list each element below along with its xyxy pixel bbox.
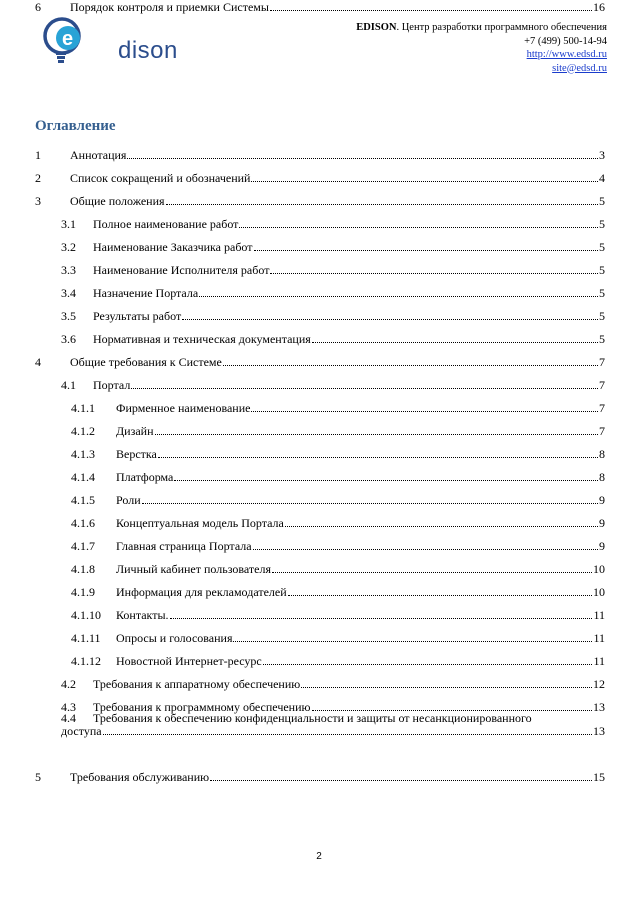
logo-letter: e xyxy=(62,28,74,50)
toc-entry-number: 4.1.11 xyxy=(71,631,101,645)
toc-leader-dots xyxy=(254,241,598,251)
toc-entry[interactable] xyxy=(61,217,605,232)
toc-entry[interactable] xyxy=(61,378,605,393)
toc-leader-dots xyxy=(233,632,592,642)
toc-entry-title: Требования к обеспечению конфиденциальности и защиты от несанкционированного xyxy=(93,711,532,725)
toc-entry-title: Назначение Портала xyxy=(93,286,199,300)
toc-entry-page: 10 xyxy=(593,562,605,576)
toc-entry-page: 7 xyxy=(599,401,605,415)
toc-entry-page: 9 xyxy=(599,493,605,507)
toc-entry[interactable] xyxy=(71,516,605,531)
toc-entry-number: 4.1.2 xyxy=(71,424,95,438)
toc-leader-dots xyxy=(251,402,598,412)
toc-entry-number: 3.3 xyxy=(61,263,76,277)
toc-leader-dots xyxy=(131,379,598,389)
toc-leader-dots xyxy=(127,149,598,159)
toc-leader-dots xyxy=(103,725,592,735)
toc-entry-number: 3.6 xyxy=(61,332,76,346)
toc-entry-number: 4.1 xyxy=(61,378,76,392)
toc-entry-title-cont: доступа xyxy=(61,724,102,738)
toc-leader-dots xyxy=(270,264,598,274)
toc-entry-page: 13 xyxy=(593,724,605,738)
toc-entry[interactable] xyxy=(71,654,605,669)
toc-entry[interactable] xyxy=(35,194,605,209)
toc-entry[interactable] xyxy=(35,770,605,785)
toc-entry[interactable] xyxy=(35,355,605,370)
toc-leader-dots xyxy=(312,701,593,711)
toc-entry-title: Список сокращений и обозначений xyxy=(70,171,251,185)
toc-entry[interactable] xyxy=(61,332,605,347)
toc-entry[interactable] xyxy=(71,493,605,508)
toc-entry-title: Требования к программному обеспечению xyxy=(93,700,311,714)
toc-leader-dots xyxy=(272,563,592,573)
toc-entry[interactable] xyxy=(71,470,605,485)
toc-entry-page: 15 xyxy=(593,770,605,784)
toc-entry[interactable] xyxy=(71,401,605,416)
toc-entry-number: 4.1.8 xyxy=(71,562,95,576)
toc-entry-page: 11 xyxy=(593,608,605,622)
toc-entry-page: 5 xyxy=(599,263,605,277)
toc-leader-dots xyxy=(155,425,598,435)
toc-entry-page: 11 xyxy=(593,654,605,668)
toc-entry-page: 4 xyxy=(599,171,605,185)
toc-entry-number: 3.5 xyxy=(61,309,76,323)
toc-entry-title: Дизайн xyxy=(116,424,154,438)
toc-entry-page: 5 xyxy=(599,240,605,254)
toc-entry-page: 5 xyxy=(599,217,605,231)
company-line xyxy=(356,21,607,35)
toc-entry-page: 11 xyxy=(593,631,605,645)
toc-entry-page: 12 xyxy=(593,677,605,691)
toc-entry-title: Наименование Заказчика работ xyxy=(93,240,253,254)
toc-leader-dots xyxy=(223,356,598,366)
toc-entry-number: 4.3 xyxy=(61,700,76,714)
toc-leader-dots xyxy=(166,195,598,205)
email-link[interactable]: site@edsd.ru xyxy=(552,62,607,74)
toc-entry-number: 3.2 xyxy=(61,240,76,254)
toc-title: Оглавление xyxy=(35,118,116,134)
logo-text: dison xyxy=(118,37,178,64)
toc-entry-number: 4 xyxy=(35,355,41,369)
toc-entry-page: 8 xyxy=(599,470,605,484)
toc-entry-number: 3.1 xyxy=(61,217,76,231)
toc-entry-title: Результаты работ xyxy=(93,309,182,323)
toc-entry-continuation[interactable] xyxy=(61,724,605,739)
toc-entry[interactable] xyxy=(61,263,605,278)
toc-leader-dots xyxy=(239,218,598,228)
toc-leader-dots xyxy=(210,771,592,781)
toc-entry-title: Верстка xyxy=(116,447,157,461)
toc-entry[interactable] xyxy=(71,539,605,554)
toc-entry-title: Общие положения xyxy=(70,194,165,208)
toc-entry-title: Главная страница Портала xyxy=(116,539,252,553)
toc-entry-number: 4.1.6 xyxy=(71,516,95,530)
toc-leader-dots xyxy=(253,540,598,550)
header-contacts xyxy=(356,21,607,75)
toc-entry-number: 1 xyxy=(35,148,41,162)
toc-entry-title: Портал xyxy=(93,378,131,392)
toc-entry[interactable] xyxy=(35,148,605,163)
toc-entry-title: Контакты. xyxy=(116,608,169,622)
toc-entry[interactable] xyxy=(71,562,605,577)
toc-entry-title: Фирменное наименование xyxy=(116,401,251,415)
toc-entry-page: 10 xyxy=(593,585,605,599)
toc-leader-dots xyxy=(270,1,592,11)
toc-entry-number: 4.4 xyxy=(61,711,76,725)
company-tagline: . Центр разработки программного обеспечения xyxy=(396,22,607,33)
toc-entry-page: 8 xyxy=(599,447,605,461)
toc-entry[interactable] xyxy=(71,424,605,439)
toc-entry-title: Концептуальная модель Портала xyxy=(116,516,284,530)
company-name: EDISON xyxy=(356,22,397,33)
toc-leader-dots xyxy=(199,287,598,297)
toc-entry[interactable] xyxy=(61,677,605,692)
page-number: 2 xyxy=(316,851,322,862)
toc-leader-dots xyxy=(285,517,598,527)
toc-leader-dots xyxy=(301,678,592,688)
toc-entry-number: 4.1.9 xyxy=(71,585,95,599)
toc-entry-title: Требования обслуживанию xyxy=(70,770,210,784)
toc-entry-title: Наименование Исполнителя работ xyxy=(93,263,270,277)
toc-entry-title: Порядок контроля и приемки Системы xyxy=(70,0,269,14)
toc-entry-number: 5 xyxy=(35,770,41,784)
toc-entry-number: 4.1.7 xyxy=(71,539,95,553)
toc-entry[interactable] xyxy=(61,309,605,324)
toc-leader-dots xyxy=(182,310,598,320)
toc-leader-dots xyxy=(170,609,593,619)
phone-number: +7 (499) 500-14-94 xyxy=(524,35,607,47)
toc-entry[interactable] xyxy=(71,608,605,623)
toc-entry-title: Личный кабинет пользователя xyxy=(116,562,271,576)
toc-entry-title: Платформа xyxy=(116,470,174,484)
toc-entry-title: Нормативная и техническая документация xyxy=(93,332,311,346)
toc-entry[interactable] xyxy=(71,447,605,462)
toc-entry-page: 5 xyxy=(599,286,605,300)
toc-entry-title: Опросы и голосования xyxy=(116,631,233,645)
toc-entry-page: 3 xyxy=(599,148,605,162)
toc-leader-dots xyxy=(251,172,598,182)
toc-entry-title: Роли xyxy=(116,493,141,507)
toc-entry-number: 4.1.1 xyxy=(71,401,95,415)
toc-entry-page: 5 xyxy=(599,309,605,323)
toc-entry-number: 4.2 xyxy=(61,677,76,691)
toc-entry[interactable] xyxy=(61,240,605,255)
toc-entry[interactable] xyxy=(71,585,605,600)
toc-entry-page: 7 xyxy=(599,355,605,369)
toc-entry-page: 16 xyxy=(593,0,605,14)
toc-entry[interactable] xyxy=(61,286,605,301)
toc-entry-number: 4.1.5 xyxy=(71,493,95,507)
toc-entry-title: Требования к аппаратному обеспечению xyxy=(93,677,301,691)
toc-entry-number: 4.1.3 xyxy=(71,447,95,461)
toc-leader-dots xyxy=(312,333,598,343)
toc-entry[interactable] xyxy=(35,0,605,15)
toc-entry-page: 7 xyxy=(599,424,605,438)
edison-logo xyxy=(42,12,178,64)
toc-entry[interactable] xyxy=(35,171,605,186)
toc-entry-page: 7 xyxy=(599,378,605,392)
toc-entry-page: 5 xyxy=(599,194,605,208)
toc-entry-number: 2 xyxy=(35,171,41,185)
toc-leader-dots xyxy=(142,494,598,504)
toc-entry-title: Полное наименование работ xyxy=(93,217,239,231)
toc-entry-number: 6 xyxy=(35,0,41,14)
toc-entry-page: 13 xyxy=(593,700,605,714)
website-link[interactable]: http://www.edsd.ru xyxy=(526,49,607,60)
toc-entry-page: 5 xyxy=(599,332,605,346)
toc-entry-page: 9 xyxy=(599,539,605,553)
toc-entry-number: 4.1.10 xyxy=(71,608,101,622)
toc-entry-number: 3 xyxy=(35,194,41,208)
toc-leader-dots xyxy=(174,471,598,481)
toc-entry-title: Аннотация xyxy=(70,148,127,162)
toc-leader-dots xyxy=(288,586,592,596)
toc-entry-number: 4.1.12 xyxy=(71,654,101,668)
toc-leader-dots xyxy=(263,655,593,665)
toc-entry-number: 3.4 xyxy=(61,286,76,300)
toc-entry-title: Новостной Интернет-ресурс xyxy=(116,654,262,668)
toc-leader-dots xyxy=(158,448,598,458)
toc-entry-title: Информация для рекламодателей xyxy=(116,585,287,599)
toc-entry-number: 4.1.4 xyxy=(71,470,95,484)
toc-entry-page: 9 xyxy=(599,516,605,530)
toc-entry[interactable] xyxy=(71,631,605,646)
toc-entry-title: Общие требования к Системе xyxy=(70,355,222,369)
